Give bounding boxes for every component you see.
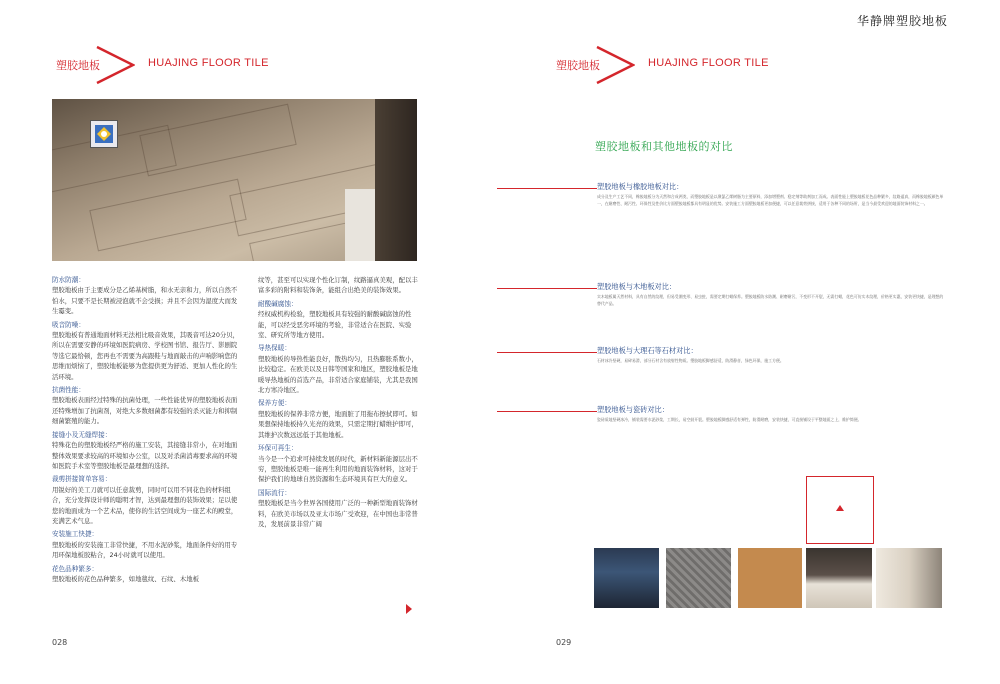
left-column-2 [258,275,418,532]
feature-heading: 花色品种繁多： [52,564,99,573]
feature-body: 特殊花色的塑胶地板经严格的施工安装，其接缝非常小，在对地面整体效果要求较高的环境如办公室，以及对杀菌消毒要求高的环境如医院手术室等塑胶地板是最理想的选择。 [52,441,238,470]
section-divider [497,188,597,189]
right-page-label-cn: 塑胶地板 [556,59,600,72]
section-heading: 塑胶地板与大理石等石材对比： [597,346,698,355]
feature-heading: 裁剪拼接简单容易： [52,475,112,484]
feature-heading: 国际流行： [258,488,291,497]
section-divider [497,352,597,353]
feature-block [258,443,418,485]
feature-block [52,529,242,560]
feature-body: 当今是一个追求可持续发展的时代，新材料新能源层出不穷，塑胶地板是唯一能再生利用的地面装饰材料，这对于保护我们的地球自然资源和生态环境具有巨大的意义。 [258,454,418,484]
feature-body: 塑胶地板是当今世界各国使用广泛的一种新型地面装饰材料，在欧美市场以及亚太市场广受欢迎，在中国也非常普及，发展前景非常广阔 [258,499,418,528]
right-page-label-en: HUAJING FLOOR TILE [648,57,769,69]
feature-body: 经权威机构检验，塑胶地板具有较强的耐酸碱腐蚀的性能，可以经受恶劣环境的考验，非常适合在医院、实验室、研究所等地方使用。 [258,310,412,340]
feature-body: 塑胶地板有普通地面材料无法相比吸音效果，其吸音可达20分贝，所以在需要安静的环境如医院病房、学校图书馆、报告厅、影剧院等选它最恰顿，您再也不需要为高跟鞋与地面敲击的声响影响您的思维而烦恼了，塑胶地板能够为您提供更为舒适、更加人性化的生活环境。 [52,331,240,381]
left-column-1 [52,275,242,587]
section-divider [497,411,597,412]
feature-heading: 保养方便： [258,399,291,408]
feature-heading: 导热保暖： [258,344,291,353]
next-arrow-icon [406,604,412,614]
feature-block [52,474,242,526]
feature-heading: 耐酸碱腐蚀： [258,299,298,308]
feature-heading: 安装施工快捷： [52,530,99,539]
right-page-number: 029 [556,638,572,647]
feature-block [258,299,418,341]
brand-name: 华静牌塑胶地板 [856,14,948,28]
plugin-placeholder-icon [90,120,118,148]
section-heading: 塑胶地板与橡胶地板对比： [597,182,684,191]
feature-heading: 防水防潮： [52,276,85,284]
section-divider [497,288,597,289]
feature-body: 用锐好的美工刀就可以任意裁剪，同时可以用不同花色的材料组合，充分发挥设计师的聪明才智，达到最理想的装饰效果；足以使您的地面成为一个艺术品，使你的生活空间成为一座艺术的殿堂，充满艺术气息。 [52,485,238,525]
feature-block [258,275,418,296]
bedroom-photo [806,548,872,608]
chevron-logo-icon [95,45,135,85]
feature-block [52,564,242,585]
left-page-label-cn: 塑胶地板 [56,59,100,72]
wood-tone-swatch [738,548,802,608]
feature-body: 塑胶地板的花色品种繁多，如地毯纹、石纹、木地板 [52,574,199,583]
section-heading: 塑胶地板与瓷砖对比： [597,405,669,414]
feature-block [52,275,242,317]
section-body: 石材冰冷坚硬，易碎易滑，部分石材含有放射性物质。塑胶地板脚感舒适，防滑静音，绿色环保，施工方便。 [597,358,784,363]
feature-block [52,430,242,472]
chevron-logo-icon [595,45,635,85]
section-body: 实木地板属天然材料，具有自然的纹理，但易受潮变形、易虫蛀，需要定期打蜡保养。塑胶地板防水防潮、耐磨耐污，不变形不开裂，无需打蜡，花色可仿实木纹理，价格更实惠，安装更快捷，是理想的替代产品。 [597,294,944,306]
feature-body: 塑胶地板的安装施工非常快捷，不用水泥砂浆，地面条件好的用专用环保地板胶粘合，24小时就可以使用。 [52,540,238,560]
feature-block [258,488,418,530]
feature-block [52,385,242,427]
feature-body: 纹等，甚至可以实现个性化订制，纹路逼真美观，配以丰富多彩的附料和装饰条，能组合出绝美的装饰效果。 [258,276,418,295]
pool-photo [594,548,659,608]
bathroom-photo [876,548,942,608]
section-heading: 塑胶地板与木地板对比： [597,282,677,291]
carpet-tile-photo [666,548,731,608]
comparison-title: 塑胶地板和其他地板的对比 [595,140,733,153]
triangle-icon [836,505,844,511]
feature-heading: 抗菌性能： [52,386,85,395]
feature-body: 塑胶地板的保养非常方便，地面脏了用拖布擦拭即可。如果想保持地板持久光亮的效果，只需定期打蜡维护即可，其维护次数远远低于其他地板。 [258,409,418,439]
left-page-label-en: HUAJING FLOOR TILE [148,57,269,69]
feature-heading: 接缝小及无缝焊接： [52,430,112,439]
feature-body: 塑胶地板的导热性能良好，散热均匀，且热膨胀系数小，比较稳定。在欧美以及日韩等国家和地区，塑胶地板是地暖导热地板的首选产品，非常适合家庭铺装，尤其是我国北方寒冷地区。 [258,354,418,395]
feature-block [258,343,418,395]
left-page-number: 028 [52,638,68,647]
section-body: 成分及生产工艺不同，橡胶地板分为天然和合成两类，而塑胶地板是以聚氯乙烯树脂为主要原料，添加增塑剂、稳定剂等助剂加工而成。表面性能上塑胶地板花色品种繁多，纹路逼真，而橡胶地板颜色单一，在耐磨性、耐污性、环保性及性价比方面塑胶地板都具有明显的优势。安装施工方面塑胶地板更加便捷，可以任意裁剪拼接，适用于各种不同的场所，是当今最受欢迎的地面装饰材料之一。 [597,194,944,206]
feature-block [258,398,418,440]
feature-heading: 环保可再生： [258,444,298,453]
feature-heading: 吸音防噪： [52,320,85,329]
feature-block [52,320,242,382]
feature-body: 塑胶地板表面经过特殊的抗菌处理，一些性能优异的塑胶地板表面还特殊增加了抗菌剂，对绝大多数细菌都有较强的杀灭能力和抑制细菌繁殖的能力。 [52,396,238,426]
image-placeholder-box [806,476,874,544]
section-body: 瓷砖质地坚硬冰冷，铺装需要水泥砂浆，工期长，易空鼓开裂。塑胶地板脚感舒适有弹性，防滑耐磨，安装快捷，可直接铺设于平整地面之上，维护简便。 [597,417,862,422]
feature-body: 塑胶地板由于主要成分是乙烯基树脂，和水无亲和力，所以自然不怕水，只要不是长期被浸泡就不会受损；并且不会因为湿度大而发生霉变。 [52,286,238,316]
